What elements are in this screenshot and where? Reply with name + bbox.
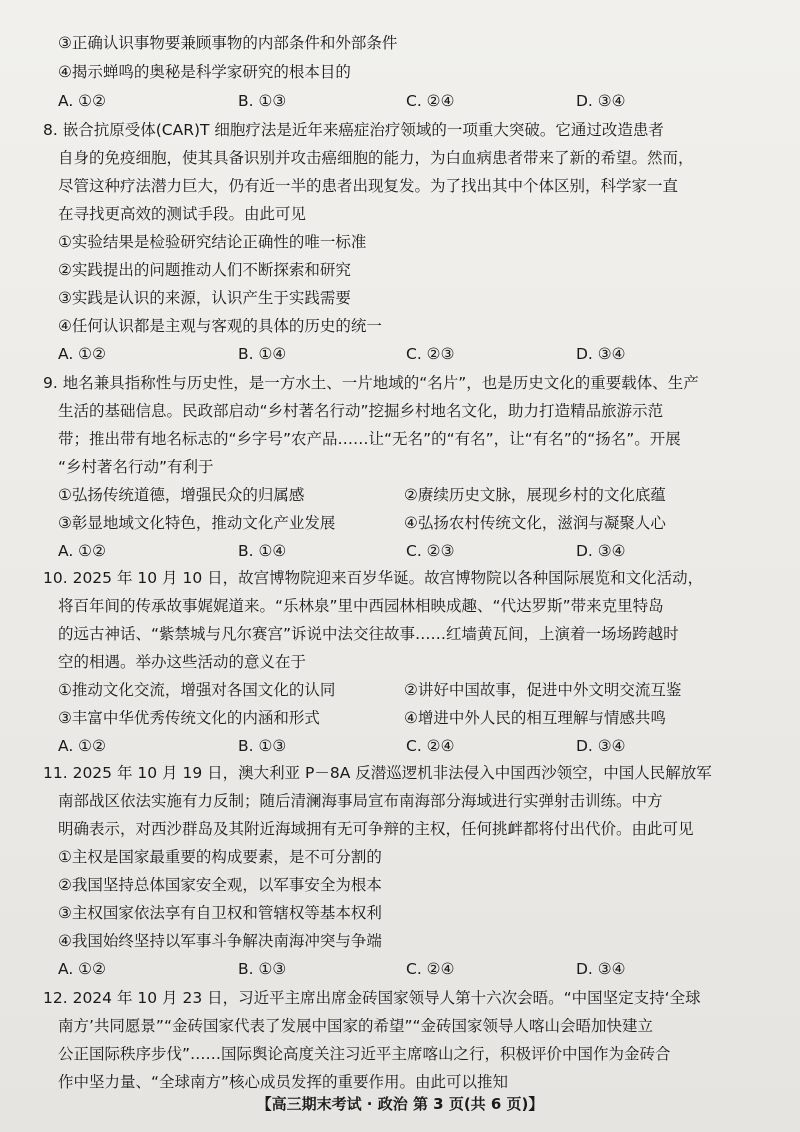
- question-9-statement-3: ③彰显地域文化特色，推动文化产业发展: [58, 514, 336, 532]
- question-12-line-1: 12. 2024 年 10 月 23 日，习近平主席出席金砖国家领导人第十六次会晤。“中国坚定支持‘全球: [43, 989, 701, 1007]
- question-9-statement-1: ①弘扬传统道德，增强民众的归属感: [58, 486, 305, 504]
- question-10-statement-1: ①推动文化交流，增强对各国文化的认同: [58, 681, 336, 699]
- question-9-line-4: “乡村著名行动”有利于: [58, 458, 214, 476]
- question-8-line-1: 8. 嵌合抗原受体(CAR)T 细胞疗法是近年来癌症治疗领域的一项重大突破。它通过改造患者: [43, 121, 664, 139]
- option-b: B. ①④: [238, 542, 287, 560]
- question-9-line-1: 9. 地名兼具指称性与历史性，是一方水土、一片地域的“名片”，也是历史文化的重要载体、生产: [43, 374, 699, 392]
- question-10-line-2: 将百年间的传承故事娓娓道来。“乐林泉”里中西园林相映成趣、“代达罗斯”带来克里特岛: [58, 597, 664, 615]
- question-11-line-3: 明确表示，对西沙群岛及其附近海域拥有无可争辩的主权，任何挑衅都将付出代价。由此可见: [58, 820, 694, 838]
- question-11-statement-2: ②我国坚持总体国家安全观，以军事安全为根本: [58, 876, 382, 894]
- option-b: B. ①③: [238, 737, 287, 755]
- question-9-statement-4: ④弘扬农村传统文化，滋润与凝聚人心: [404, 514, 666, 532]
- option-d: D. ③④: [576, 737, 626, 755]
- question-11-statement-1: ①主权是国家最重要的构成要素，是不可分割的: [58, 848, 382, 866]
- option-c: C. ②④: [406, 92, 455, 110]
- question-8-statement-1: ①实验结果是检验研究结论正确性的唯一标准: [58, 233, 367, 251]
- question-11-line-2: 南部战区依法实施有力反制；随后清澜海事局宣布南海部分海域进行实弹射击训练。中方: [58, 792, 663, 810]
- question-10-statement-3: ③丰富中华优秀传统文化的内涵和形式: [58, 709, 320, 727]
- option-a: A. ①②: [58, 737, 106, 755]
- option-a: A. ①②: [58, 345, 106, 363]
- question-10-line-1: 10. 2025 年 10 月 10 日，故宫博物院迎来百岁华诞。故宫博物院以各种国际展览和文化活动，: [43, 569, 704, 587]
- question-12-line-2: 南方’共同愿景”“金砖国家代表了发展中国家的希望”“金砖国家领导人喀山会晤加快建立: [58, 1017, 654, 1035]
- question-11-statement-4: ④我国始终坚持以军事斗争解决南海冲突与争端: [58, 932, 382, 950]
- question-12-line-4: 作中坚力量、“全球南方”核心成员发挥的重要作用。由此可以推知: [58, 1073, 509, 1091]
- option-a: A. ①②: [58, 960, 106, 978]
- question-8-statement-3: ③实践是认识的来源，认识产生于实践需要: [58, 289, 351, 307]
- question-10-line-3: 的远古神话、“紫禁城与凡尔赛宫”诉说中法交往故事……红墙黄瓦间，上演着一场场跨越时: [58, 625, 679, 643]
- option-a: A. ①②: [58, 542, 106, 560]
- option-d: D. ③④: [576, 542, 626, 560]
- question-12-line-3: 公正国际秩序步伐”……国际舆论高度关注习近平主席喀山之行，积极评价中国作为金砖合: [58, 1045, 671, 1063]
- question-9-line-2: 生活的基础信息。民政部启动“乡村著名行动”挖掘乡村地名文化，助力打造精品旅游示范: [58, 402, 664, 420]
- question-8-line-4: 在寻找更高效的测试手段。由此可见: [58, 205, 307, 223]
- option-b: B. ①③: [238, 960, 287, 978]
- option-c: C. ②④: [406, 737, 455, 755]
- option-a: A. ①②: [58, 92, 106, 110]
- prev-statement-3: ③正确认识事物要兼顾事物的内部条件和外部条件: [58, 34, 398, 52]
- question-10-statement-4: ④增进中外人民的相互理解与情感共鸣: [404, 709, 666, 727]
- question-10-line-4: 空的相遇。举办这些活动的意义在于: [58, 653, 307, 671]
- question-9-statement-2: ②赓续历史文脉，展现乡村的文化底蕴: [404, 486, 666, 504]
- option-c: C. ②③: [406, 345, 455, 363]
- question-8-line-3: 尽管这种疗法潜力巨大，仍有近一半的患者出现复发。为了找出其中个体区别，科学家一直: [58, 177, 679, 195]
- question-10-statement-2: ②讲好中国故事，促进中外文明交流互鉴: [404, 681, 682, 699]
- question-11-statement-3: ③主权国家依法享有自卫权和管辖权等基本权利: [58, 904, 382, 922]
- question-11-line-1: 11. 2025 年 10 月 19 日，澳大利亚 P－8A 反潜巡逻机非法侵入中国西沙领空，中国人民解放军: [43, 764, 712, 782]
- question-9-line-3: 带；推出带有地名标志的“乡字号”农产品……让“无名”的“有名”，让“有名”的“扬名”。开展: [58, 430, 681, 448]
- question-8-line-2: 自身的免疫细胞，使其具备识别并攻击癌细胞的能力，为白血病患者带来了新的希望。然而，: [58, 149, 694, 167]
- option-d: D. ③④: [576, 92, 626, 110]
- question-8-statement-2: ②实践提出的问题推动人们不断探索和研究: [58, 261, 351, 279]
- option-c: C. ②③: [406, 542, 455, 560]
- option-b: B. ①③: [238, 92, 287, 110]
- page-footer: 【高三期末考试 · 政治 第 3 页(共 6 页)】: [256, 1095, 544, 1113]
- option-c: C. ②④: [406, 960, 455, 978]
- prev-statement-4: ④揭示蝉鸣的奥秘是科学家研究的根本目的: [58, 63, 351, 81]
- option-d: D. ③④: [576, 345, 626, 363]
- option-b: B. ①④: [238, 345, 287, 363]
- question-8-statement-4: ④任何认识都是主观与客观的具体的历史的统一: [58, 317, 382, 335]
- option-d: D. ③④: [576, 960, 626, 978]
